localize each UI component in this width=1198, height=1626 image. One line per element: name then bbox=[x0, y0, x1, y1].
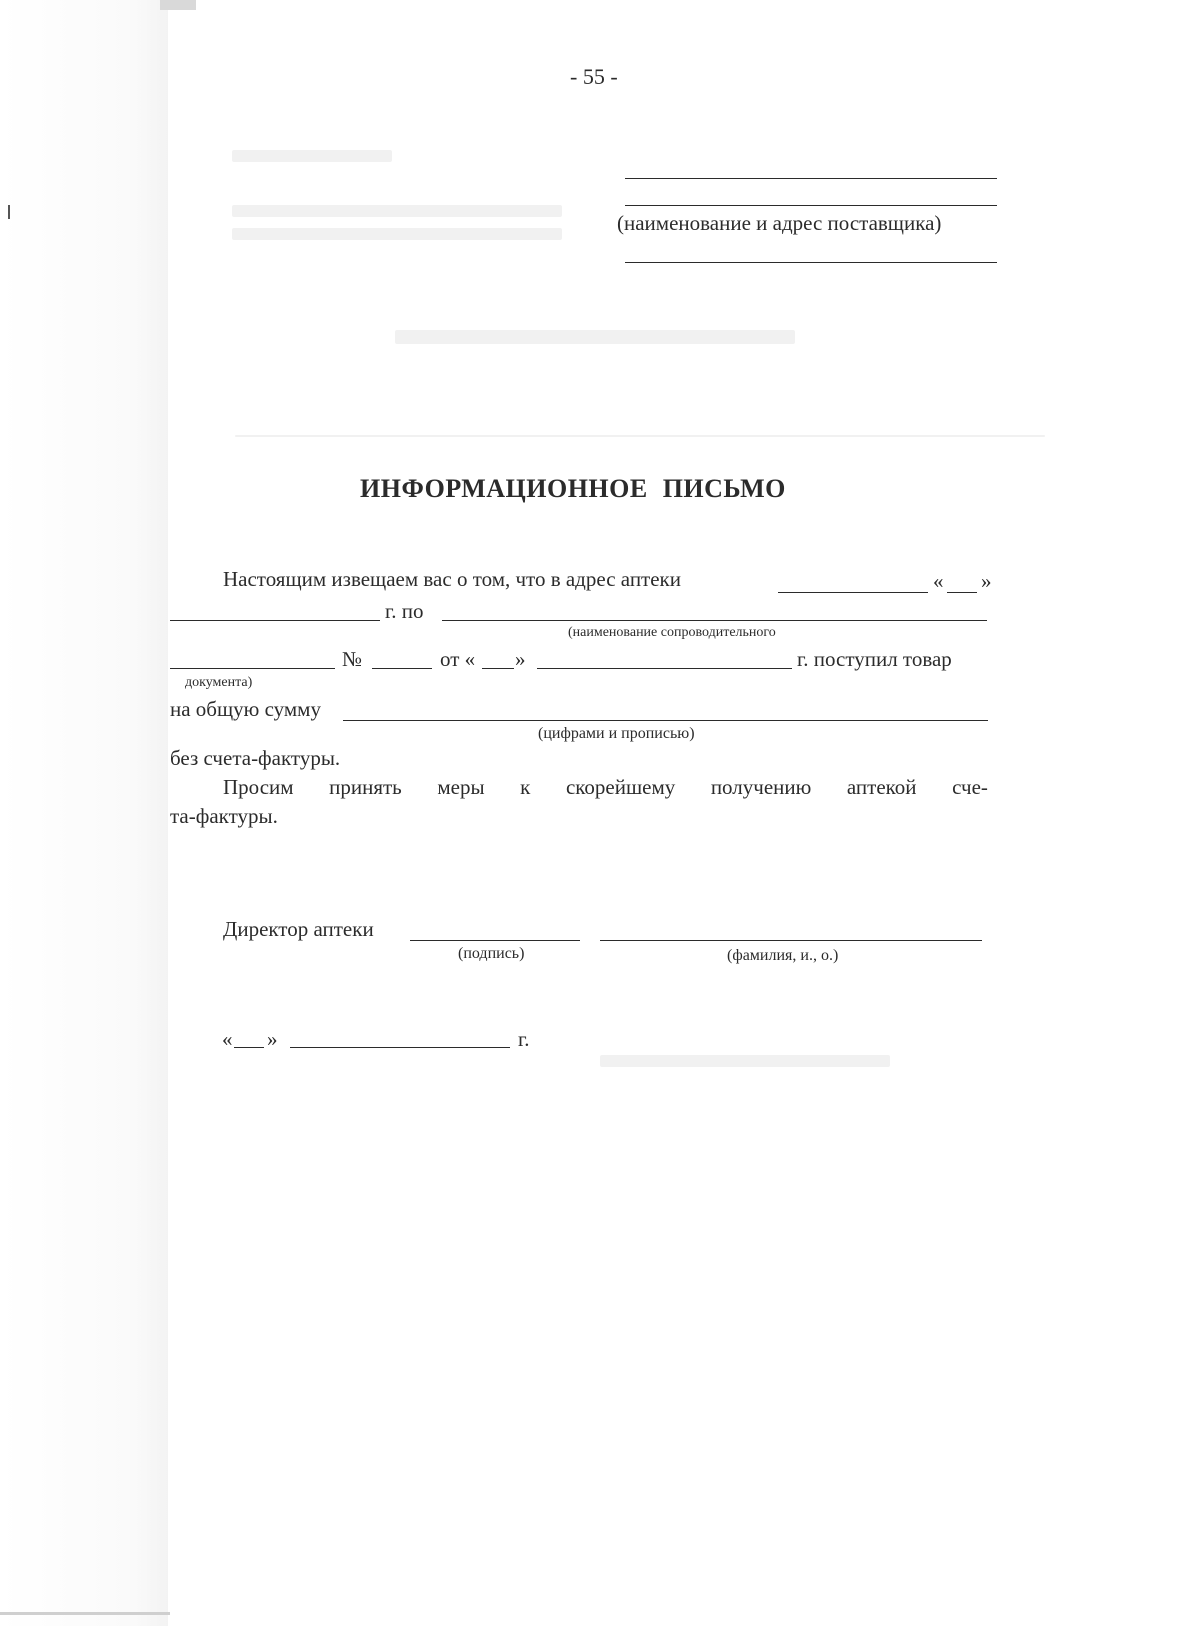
pharmacy-blank bbox=[778, 592, 928, 593]
request-word: сче- bbox=[952, 775, 988, 799]
bleed-through bbox=[395, 330, 795, 344]
bottom-date-open-quote: « bbox=[222, 1027, 233, 1051]
from-text: от « bbox=[440, 647, 476, 671]
date-day-blank bbox=[947, 592, 977, 593]
document-title: ИНФОРМАЦИОННОЕ ПИСЬМО bbox=[360, 474, 786, 503]
document-caption-cont: документа) bbox=[185, 675, 253, 690]
supplier-line-2 bbox=[625, 205, 997, 206]
request-word: меры bbox=[437, 775, 485, 799]
director-label: Директор аптеки bbox=[223, 917, 374, 941]
request-word: аптекой bbox=[846, 775, 917, 799]
from-close-quote: » bbox=[515, 647, 526, 671]
scan-edge-bottom bbox=[0, 1612, 170, 1615]
bottom-date-close-quote: » bbox=[267, 1027, 278, 1051]
name-blank bbox=[600, 940, 982, 941]
no-invoice-text: без счета-фактуры. bbox=[170, 746, 341, 770]
notice-text: Настоящим извещаем вас о том, что в адрес аптеки bbox=[223, 567, 682, 591]
document-month-blank bbox=[537, 668, 792, 669]
document-number-blank bbox=[372, 668, 432, 669]
bleed-through bbox=[232, 150, 392, 162]
supplier-line-3 bbox=[625, 262, 997, 263]
date-close-quote: » bbox=[981, 569, 992, 593]
request-line-1 bbox=[223, 775, 988, 800]
date-open-quote: « bbox=[933, 569, 944, 593]
request-word: скорейшему bbox=[565, 775, 676, 799]
sum-blank bbox=[343, 720, 988, 721]
request-line-2: та-фактуры. bbox=[170, 804, 278, 828]
supplier-line-1 bbox=[625, 178, 997, 179]
page-number: - 55 - bbox=[570, 64, 618, 89]
bleed-through bbox=[235, 435, 1045, 437]
month-blank bbox=[170, 620, 380, 621]
name-caption: (фамилия, и., о.) bbox=[727, 947, 839, 964]
bottom-date-year: г. bbox=[518, 1027, 530, 1051]
document-name-blank-2 bbox=[170, 668, 335, 669]
document-name-caption: (наименование сопроводительного bbox=[568, 625, 776, 640]
bottom-date-month-blank bbox=[290, 1047, 510, 1048]
supplier-caption: (наименование и адрес поставщика) bbox=[617, 211, 942, 235]
request-word: к bbox=[520, 775, 531, 799]
bleed-through bbox=[232, 205, 562, 217]
sum-text: на общую сумму bbox=[170, 697, 321, 721]
scan-edge-top bbox=[160, 0, 196, 10]
received-text: г. поступил товар bbox=[797, 647, 952, 671]
document-name-blank bbox=[442, 620, 987, 621]
scan-mark bbox=[8, 205, 10, 219]
signature-caption: (подпись) bbox=[458, 945, 525, 962]
request-word: принять bbox=[329, 775, 402, 799]
request-word: получению bbox=[710, 775, 812, 799]
sum-caption: (цифрами и прописью) bbox=[538, 725, 695, 742]
bottom-date-day-blank bbox=[234, 1047, 264, 1048]
number-sign: № bbox=[342, 647, 363, 671]
document-day-blank bbox=[482, 668, 514, 669]
scan-margin bbox=[0, 0, 168, 1626]
year-by-text: г. по bbox=[385, 599, 424, 623]
signature-blank bbox=[410, 940, 580, 941]
bleed-through bbox=[232, 228, 562, 240]
request-word: Просим bbox=[223, 775, 294, 799]
bleed-through bbox=[600, 1055, 890, 1067]
